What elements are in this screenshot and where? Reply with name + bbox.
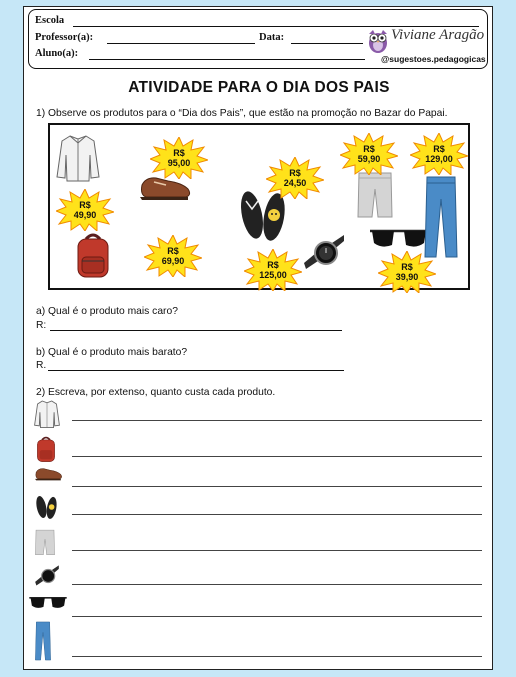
price-tag-shoe <box>150 137 208 179</box>
backpack-icon <box>72 231 114 279</box>
write-row-shorts <box>24 529 494 555</box>
price-tag-jeans <box>410 133 468 175</box>
jeans-icon <box>424 175 458 259</box>
price-value: 49,90 <box>73 210 97 220</box>
price-tag-watch <box>244 249 302 291</box>
sunglasses-icon <box>368 227 430 251</box>
price-tag-backpack <box>144 235 202 277</box>
answer-line[interactable] <box>72 656 482 657</box>
brand-name: Viviane Aragão <box>391 27 485 43</box>
shorts-icon <box>34 529 56 557</box>
jeans-icon <box>34 621 52 661</box>
write-row-shoe <box>24 465 494 491</box>
shoe-icon <box>34 465 64 483</box>
write-row-jeans <box>24 621 494 661</box>
flip-flops-icon <box>34 493 60 521</box>
backpack-icon <box>34 435 58 463</box>
answer-line[interactable] <box>72 420 482 421</box>
price-tag-shorts <box>340 133 398 175</box>
teacher-field[interactable] <box>107 43 255 44</box>
date-field[interactable] <box>291 43 363 44</box>
header-box <box>28 9 488 69</box>
products-box <box>48 123 470 290</box>
watch-icon <box>302 233 346 273</box>
currency-label: R$ <box>167 246 179 256</box>
answer-line[interactable] <box>72 616 482 617</box>
answer-line[interactable] <box>72 486 482 487</box>
answer-line[interactable] <box>72 514 482 515</box>
page-title: ATIVIDADE PARA O DIA DOS PAIS <box>128 79 390 96</box>
school-label: Escola <box>35 15 65 26</box>
watch-icon <box>34 563 60 589</box>
currency-label: R$ <box>267 260 279 270</box>
write-row-watch <box>24 563 494 589</box>
currency-label: R$ <box>79 200 91 210</box>
answer-line[interactable] <box>72 584 482 585</box>
teacher-label: Professor(a): <box>35 32 94 43</box>
currency-label: R$ <box>173 148 185 158</box>
jacket-icon <box>34 399 60 429</box>
answer-a-label: R: <box>36 320 47 331</box>
worksheet-page <box>23 6 493 670</box>
question-2: 2) Escreva, por extenso, quanto custa cada produto. <box>36 387 276 398</box>
write-row-jacket <box>24 399 494 425</box>
price-value: 69,90 <box>161 256 185 266</box>
write-row-backpack <box>24 435 494 461</box>
sunglasses-icon <box>28 595 68 611</box>
price-tag-flip-flops <box>266 157 324 199</box>
student-label: Aluno(a): <box>35 48 79 59</box>
currency-label: R$ <box>289 168 301 178</box>
brand-handle: @sugestoes.pedagogicas <box>381 54 486 64</box>
currency-label: R$ <box>363 144 375 154</box>
price-value: 24,50 <box>283 178 307 188</box>
price-value: 59,90 <box>357 154 381 164</box>
write-row-sunglasses <box>24 595 494 621</box>
price-value: 125,00 <box>259 270 287 280</box>
jacket-icon <box>56 133 100 183</box>
price-tag-jacket <box>56 189 114 231</box>
currency-label: R$ <box>433 144 445 154</box>
price-value: 129,00 <box>425 154 453 164</box>
date-label: Data: <box>259 32 285 43</box>
answer-b-line[interactable] <box>48 370 344 371</box>
question-1: 1) Observe os produtos para o “Dia dos Pais”, que estão na promoção no Bazar do Papai. <box>36 108 448 119</box>
answer-line[interactable] <box>72 456 482 457</box>
write-row-flip-flops <box>24 493 494 519</box>
answer-a-line[interactable] <box>50 330 342 331</box>
student-field[interactable] <box>89 59 365 60</box>
shorts-icon <box>356 171 394 221</box>
price-value: 39,90 <box>395 272 419 282</box>
question-a: a) Qual é o produto mais caro? <box>36 306 178 317</box>
price-value: 95,00 <box>167 158 191 168</box>
currency-label: R$ <box>401 262 413 272</box>
answer-line[interactable] <box>72 550 482 551</box>
owl-logo-icon <box>366 26 390 54</box>
question-b: b) Qual é o produto mais barato? <box>36 347 188 358</box>
answer-b-label: R. <box>36 360 47 371</box>
